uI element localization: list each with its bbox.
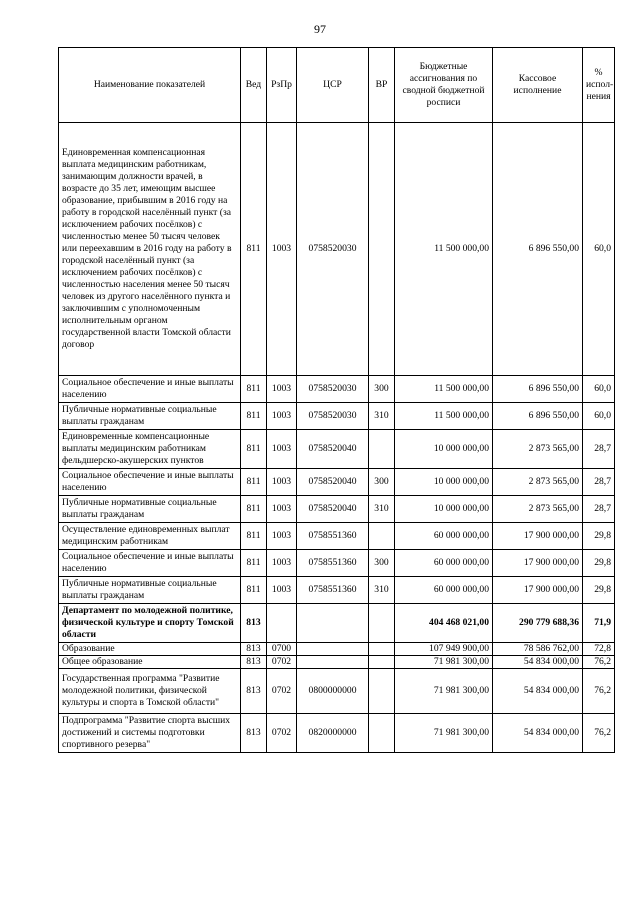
row-rzpr: 1003 [267,403,297,430]
row-cash: 6 896 550,00 [493,123,583,376]
row-budget: 71 981 300,00 [395,655,493,668]
row-pct: 60,0 [583,403,615,430]
header-pct: % испол-нения [583,48,615,123]
row-rzpr: 0702 [267,713,297,752]
row-rzpr: 0702 [267,668,297,713]
row-ved: 811 [241,430,267,469]
row-name: Департамент по молодежной политике, физической культуре и спорту Томской области [59,604,241,643]
row-ved: 813 [241,604,267,643]
row-pct: 76,2 [583,713,615,752]
row-budget: 11 500 000,00 [395,403,493,430]
table-row [59,123,615,376]
header-name: Наименование показателей [59,48,241,123]
row-budget: 60 000 000,00 [395,523,493,550]
row-name: Социальное обеспечение и иные выплаты населению [59,469,241,496]
table-row [59,655,615,668]
header-budget: Бюджетные ассигнования по сводной бюджетной росписи [395,48,493,123]
header-vr: ВР [369,48,395,123]
row-pct: 28,7 [583,430,615,469]
row-cash: 6 896 550,00 [493,376,583,403]
row-name: Общее образование [59,655,241,668]
row-name: Социальное обеспечение и иные выплаты населению [59,550,241,577]
row-cash: 54 834 000,00 [493,713,583,752]
row-rzpr: 1003 [267,376,297,403]
row-csr: 0758520040 [297,496,369,523]
row-budget: 60 000 000,00 [395,577,493,604]
row-pct: 60,0 [583,123,615,376]
page-number: 97 [314,22,326,36]
row-csr [297,643,369,656]
row-budget: 71 981 300,00 [395,668,493,713]
row-cash: 78 586 762,00 [493,643,583,656]
row-csr: 0758551360 [297,577,369,604]
row-ved: 811 [241,496,267,523]
row-ved: 811 [241,523,267,550]
row-vr [369,123,395,376]
table-row [59,469,615,496]
row-vr [369,713,395,752]
row-csr: 0758520030 [297,403,369,430]
header-rzpr: РзПр [267,48,297,123]
row-budget: 10 000 000,00 [395,469,493,496]
row-ved: 811 [241,123,267,376]
row-pct: 76,2 [583,655,615,668]
row-rzpr: 1003 [267,469,297,496]
row-budget: 60 000 000,00 [395,550,493,577]
budget-execution-table [58,47,615,753]
row-pct: 29,8 [583,577,615,604]
row-ved: 811 [241,376,267,403]
row-rzpr: 0700 [267,643,297,656]
table-row [59,376,615,403]
row-vr [369,430,395,469]
header-cash: Кассовое исполнение [493,48,583,123]
table-row [59,713,615,752]
row-budget: 10 000 000,00 [395,496,493,523]
row-ved: 811 [241,469,267,496]
row-vr [369,523,395,550]
row-ved: 811 [241,403,267,430]
row-pct: 29,8 [583,523,615,550]
row-rzpr: 1003 [267,523,297,550]
row-cash: 17 900 000,00 [493,577,583,604]
header-csr: ЦСР [297,48,369,123]
row-ved: 813 [241,668,267,713]
row-rzpr: 1003 [267,577,297,604]
row-name: Образование [59,643,241,656]
row-pct: 76,2 [583,668,615,713]
row-csr: 0758520030 [297,376,369,403]
table-row [59,668,615,713]
row-name: Публичные нормативные социальные выплаты гражданам [59,577,241,604]
row-budget: 107 949 900,00 [395,643,493,656]
row-vr: 300 [369,376,395,403]
row-budget: 11 500 000,00 [395,123,493,376]
row-ved: 813 [241,713,267,752]
row-cash: 17 900 000,00 [493,550,583,577]
row-rzpr [267,604,297,643]
row-ved: 813 [241,643,267,656]
row-rzpr: 0702 [267,655,297,668]
row-csr: 0820000000 [297,713,369,752]
row-ved: 811 [241,577,267,604]
row-csr: 0758551360 [297,550,369,577]
table-header-row [59,48,615,123]
table-row [59,577,615,604]
table-row [59,403,615,430]
row-name: Подпрограмма "Развитие спорта высших достижений и системы подготовки спортивного резерва" [59,713,241,752]
row-budget: 404 468 021,00 [395,604,493,643]
row-csr: 0758520030 [297,123,369,376]
row-pct: 29,8 [583,550,615,577]
row-cash: 54 834 000,00 [493,668,583,713]
row-cash: 290 779 688,36 [493,604,583,643]
row-name: Публичные нормативные социальные выплаты гражданам [59,403,241,430]
row-cash: 6 896 550,00 [493,403,583,430]
row-pct: 71,9 [583,604,615,643]
table-row-department [59,604,615,643]
row-vr [369,604,395,643]
header-ved: Вед [241,48,267,123]
row-ved: 811 [241,550,267,577]
row-ved: 813 [241,655,267,668]
row-pct: 72,8 [583,643,615,656]
row-name: Осуществление единовременных выплат медицинским работникам [59,523,241,550]
row-vr: 310 [369,577,395,604]
table-row [59,550,615,577]
row-csr: 0758551360 [297,523,369,550]
row-budget: 71 981 300,00 [395,713,493,752]
row-rzpr: 1003 [267,123,297,376]
row-cash: 17 900 000,00 [493,523,583,550]
row-pct: 60,0 [583,376,615,403]
row-csr: 0800000000 [297,668,369,713]
row-vr [369,655,395,668]
table-row [59,643,615,656]
row-name: Единовременные компенсационные выплаты медицинским работникам фельдшерско-акушерских пунктов [59,430,241,469]
row-csr [297,604,369,643]
table-row [59,496,615,523]
row-cash: 2 873 565,00 [493,496,583,523]
row-csr: 0758520040 [297,469,369,496]
row-cash: 2 873 565,00 [493,430,583,469]
row-csr [297,655,369,668]
row-name: Социальное обеспечение и иные выплаты населению [59,376,241,403]
row-vr: 300 [369,469,395,496]
table-row [59,430,615,469]
row-vr: 310 [369,496,395,523]
row-pct: 28,7 [583,469,615,496]
row-csr: 0758520040 [297,430,369,469]
row-name: Единовременная компенсационная выплата медицинским работникам, занимающим должности врачей, в возрасте до 35 лет, имеющим высшее образование, прибывшим в 2016 году на работу в городской населённый пункт (за исключением рабочих посёлков) с численностью менее 50 тысяч человек или переехавшим в 2016 году на работу в городской населённый пункт (за исключением рабочих посёлков) с численностью населения менее 50 тысяч человек из другого населённого пункта и заключившим с уполномоченным исполнительным органом государственной власти Томской области договор [59,123,241,376]
row-budget: 10 000 000,00 [395,430,493,469]
row-budget: 11 500 000,00 [395,376,493,403]
row-vr [369,643,395,656]
row-name: Государственная программа "Развитие молодежной политики, физической культуры и спорта в Томской области" [59,668,241,713]
row-pct: 28,7 [583,496,615,523]
row-vr [369,668,395,713]
row-name: Публичные нормативные социальные выплаты гражданам [59,496,241,523]
row-vr: 300 [369,550,395,577]
row-cash: 54 834 000,00 [493,655,583,668]
row-rzpr: 1003 [267,550,297,577]
row-vr: 310 [369,403,395,430]
row-rzpr: 1003 [267,496,297,523]
table-row [59,523,615,550]
row-rzpr: 1003 [267,430,297,469]
row-cash: 2 873 565,00 [493,469,583,496]
